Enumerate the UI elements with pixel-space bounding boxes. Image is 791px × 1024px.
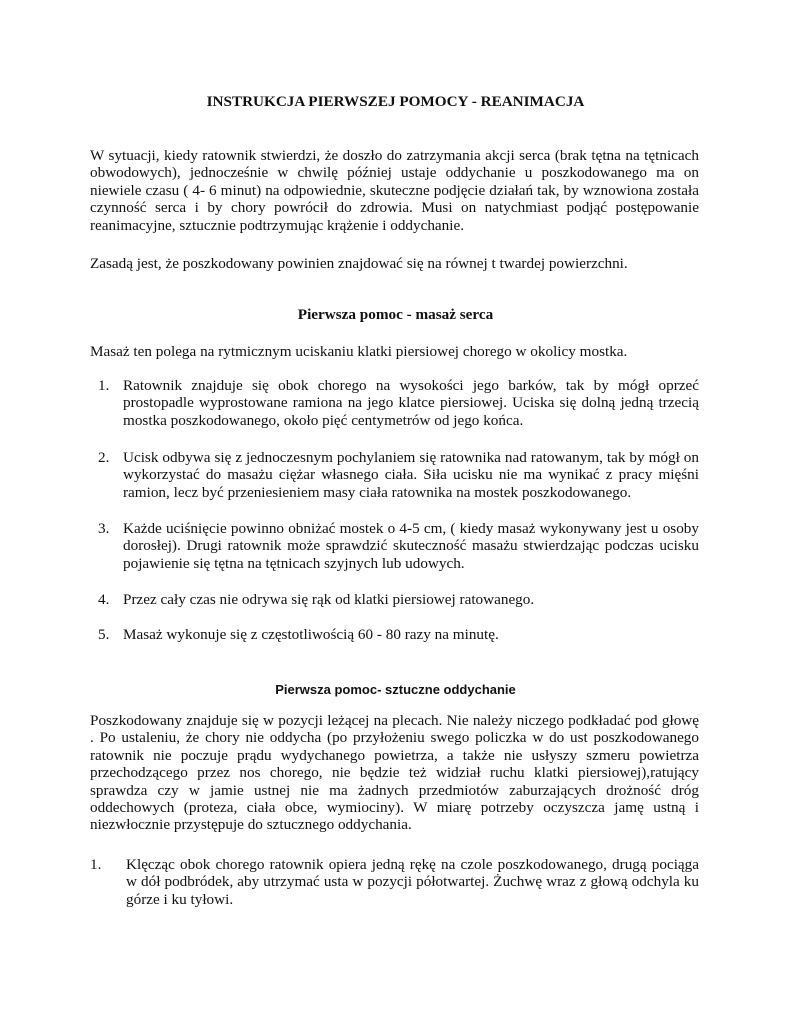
rule-paragraph: Zasadą jest, że poszkodowany powinien znajdować się na równej t twardej powierzchni.: [90, 255, 628, 272]
list-item-text: Ucisk odbywa się z jednoczesnym pochylaniem się ratownika nad ratowanym, tak by mógł on wykorzystać do masażu ciężar własnego ciała. Siła ucisku nie ma wynikać z pracy mięśni ramion, lecz być przeniesieniem masy ciała ratownika na mostek poszkodowanego.: [123, 449, 699, 501]
heart-massage-intro: Masaż ten polega na rytmicznym uciskaniu klatki piersiowej chorego w okolicy mostka.: [90, 343, 628, 360]
list-item-number: 1.: [98, 377, 110, 394]
intro-paragraph: W sytuacji, kiedy ratownik stwierdzi, że doszło do zatrzymania akcji serca (brak tętna na tętnicach obwodowych), jednocześnie w chwilę później ustaje oddychanie u poszkodowanego ma on niewiele czasu ( 4- 6 minut) na odpowiednie, skuteczne podjęcie działań tak, by wznowiona została czynność serca i by chory powrócił do zdrowia. Musi on natychmiast podjąć postępowanie reanimacyjne, sztucznie podtrzymując krążenie i oddychanie.: [90, 147, 699, 234]
list-item-text: Masaż wykonuje się z częstotliwością 60 - 80 razy na minutę.: [123, 626, 499, 643]
artificial-breathing-intro: Poszkodowany znajduje się w pozycji leżącej na plecach. Nie należy niczego podkładać pod głowę . Po ustaleniu, że chory nie oddycha (po przyłożeniu swego policzka w do ust poszkodowanego ratownik nie poczuje prądu wydychanego powietrza, a także nie usłyszy szmeru powietrza przechodzącego przez nos chorego, nie będzie też widział ruchu klatki piersiowej),ratujący sprawdza czy w jamie ustnej nie ma żadnych przedmiotów zaburzających drożność dróg oddechowych (proteza, ciała obce, wymiociny). W miarę potrzeby oczyszcza jamę ustną i niezwłocznie przystępuje do sztucznego oddychania.: [90, 712, 699, 834]
list-item-number: 5.: [98, 626, 110, 643]
list-item-text: Przez cały czas nie odrywa się rąk od klatki piersiowej ratowanego.: [123, 591, 535, 608]
list-item-text: Każde uciśnięcie powinno obniżać mostek o 4-5 cm, ( kiedy masaż wykonywany jest u osoby dorosłej). Drugi ratownik może sprawdzić skuteczność masażu stwierdzając podczas ucisku pojawienie się tętna na tętnicach szyjnych lub udowych.: [123, 520, 699, 572]
list-item-number: 1.: [90, 856, 102, 873]
section-heading-heart-massage: Pierwsza pomoc - masaż serca: [297, 306, 494, 323]
list-item-number: 3.: [98, 520, 110, 537]
document-title: INSTRUKCJA PIERWSZEJ POMOCY - REANIMACJA: [206, 93, 585, 110]
list-item-number: 4.: [98, 591, 110, 608]
section-heading-artificial-breathing: Pierwsza pomoc- sztuczne oddychanie: [275, 682, 516, 697]
list-item-number: 2.: [98, 449, 110, 466]
list-item-text: Ratownik znajduje się obok chorego na wysokości jego barków, tak by mógł oprzeć prostopadle wyprostowane ramiona na jego klatce piersiowej. Uciska się dolną jedną trzecią mostka poszkodowanego, około pięć centymetrów od jego końca.: [123, 377, 699, 429]
list-item-text: Klęcząc obok chorego ratownik opiera jedną rękę na czole poszkodowanego, drugą pociąga w dół podbródek, aby utrzymać usta w pozycji półotwartej. Żuchwę wraz z głową odchyla ku górze i ku tyłowi.: [126, 856, 699, 908]
